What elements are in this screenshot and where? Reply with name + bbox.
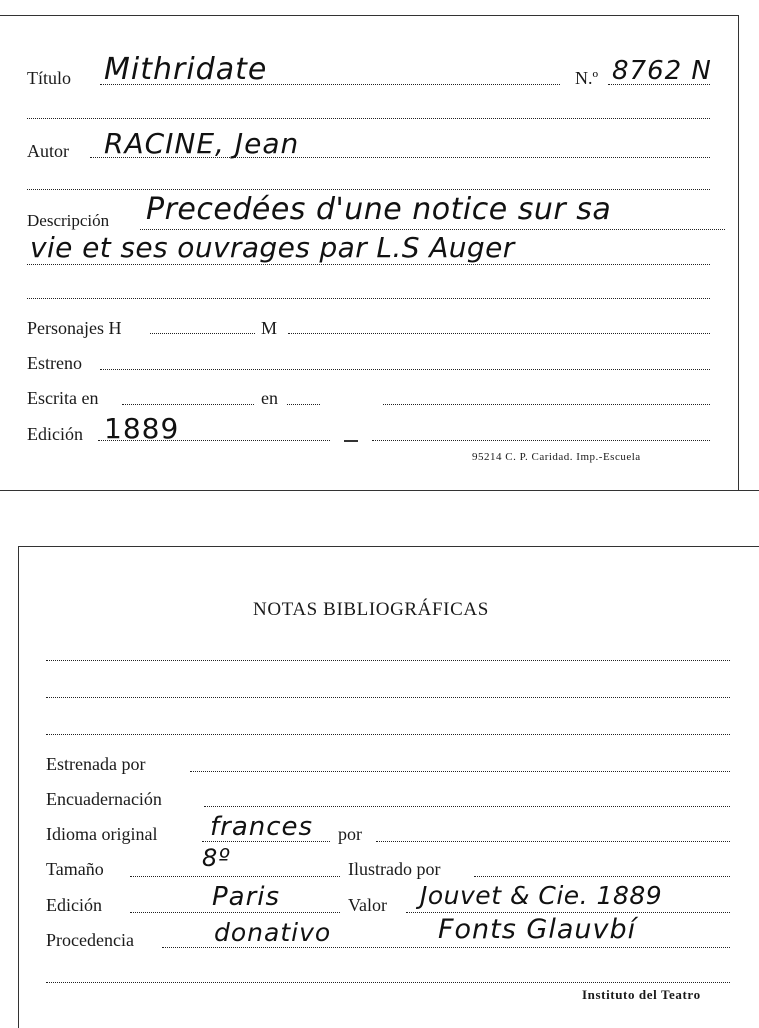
valor-line: [406, 912, 730, 913]
escrita-en-line: [287, 404, 320, 405]
card1-bottom-border: [0, 490, 759, 491]
titulo-extra-line: [27, 118, 710, 119]
estreno-label: Estreno: [27, 353, 82, 373]
personajes-label: Personajes H: [27, 318, 122, 338]
notas-heading: NOTAS BIBLIOGRÁFICAS: [253, 599, 489, 620]
estreno-line: [100, 369, 710, 370]
edicion2-value: Paris: [212, 882, 281, 912]
personajes-m-label: M: [261, 318, 278, 338]
card1-right-border: [738, 15, 739, 490]
procedencia-line: [162, 947, 730, 948]
descripcion-value-line2: vie et ses ouvrages par L.S Auger: [30, 231, 515, 264]
autor-extra-line: [27, 189, 710, 190]
descripcion-label: Descripción: [27, 211, 110, 230]
personajes-m-line: [288, 333, 710, 334]
estrenada-label: Estrenada por: [46, 754, 146, 774]
escrita-line: [122, 404, 254, 405]
titulo-value: Mithridate: [104, 52, 268, 87]
notas-line-2: [46, 697, 730, 698]
institute-name: Instituto del Teatro: [582, 987, 701, 1002]
procedencia-label: Procedencia: [46, 930, 134, 950]
descripcion-line-3: [27, 298, 710, 299]
valor-value: Jouvet & Cie. 1889: [420, 881, 663, 910]
idioma-value: frances: [210, 812, 314, 842]
escrita-extra-line: [383, 404, 710, 405]
autor-label: Autor: [27, 141, 69, 161]
ilustrado-label: Ilustrado por: [348, 859, 441, 879]
procedencia-extra-value: Fonts Glauvbí: [438, 914, 637, 945]
ilustrado-line: [474, 876, 730, 877]
edicion-extra-line: [372, 440, 710, 441]
tamano-value: 8º: [202, 844, 231, 872]
card2-top-border: [18, 546, 759, 547]
descripcion-line-1: [140, 229, 725, 230]
encuadernacion-label: Encuadernación: [46, 789, 162, 809]
idioma-por-line: [376, 841, 730, 842]
personajes-h-line: [150, 333, 255, 334]
encuadernacion-line: [204, 806, 730, 807]
idioma-label: Idioma original: [46, 824, 158, 844]
tamano-label: Tamaño: [46, 859, 104, 879]
card2-left-border: [18, 546, 19, 1028]
card1-top-border: [0, 15, 738, 16]
descripcion-value-line1: Precedées d'une notice sur sa: [146, 192, 612, 227]
escrita-en-label: en: [261, 388, 278, 408]
edicion-dash: [344, 440, 358, 442]
notas-line-1: [46, 660, 730, 661]
estrenada-line: [190, 771, 730, 772]
edicion-value: 1889: [104, 412, 180, 445]
numero-label: N.º: [575, 68, 599, 88]
autor-value: RACINE, Jean: [104, 127, 300, 160]
edicion-label: Edición: [27, 424, 83, 444]
procedencia-extra-line: [46, 982, 730, 983]
numero-value: 8762 N: [612, 56, 712, 86]
procedencia-value: donativo: [214, 918, 332, 947]
edicion2-line: [130, 912, 340, 913]
descripcion-line-2: [27, 264, 710, 265]
edicion2-label: Edición: [46, 895, 102, 915]
valor-label: Valor: [348, 895, 387, 915]
titulo-label: Título: [27, 68, 71, 88]
idioma-por-label: por: [338, 824, 362, 844]
tamano-line: [130, 876, 340, 877]
notas-line-3: [46, 734, 730, 735]
printer-imprint: 95214 C. P. Caridad. Imp.-Escuela: [472, 451, 641, 463]
escrita-label: Escrita en: [27, 388, 99, 408]
